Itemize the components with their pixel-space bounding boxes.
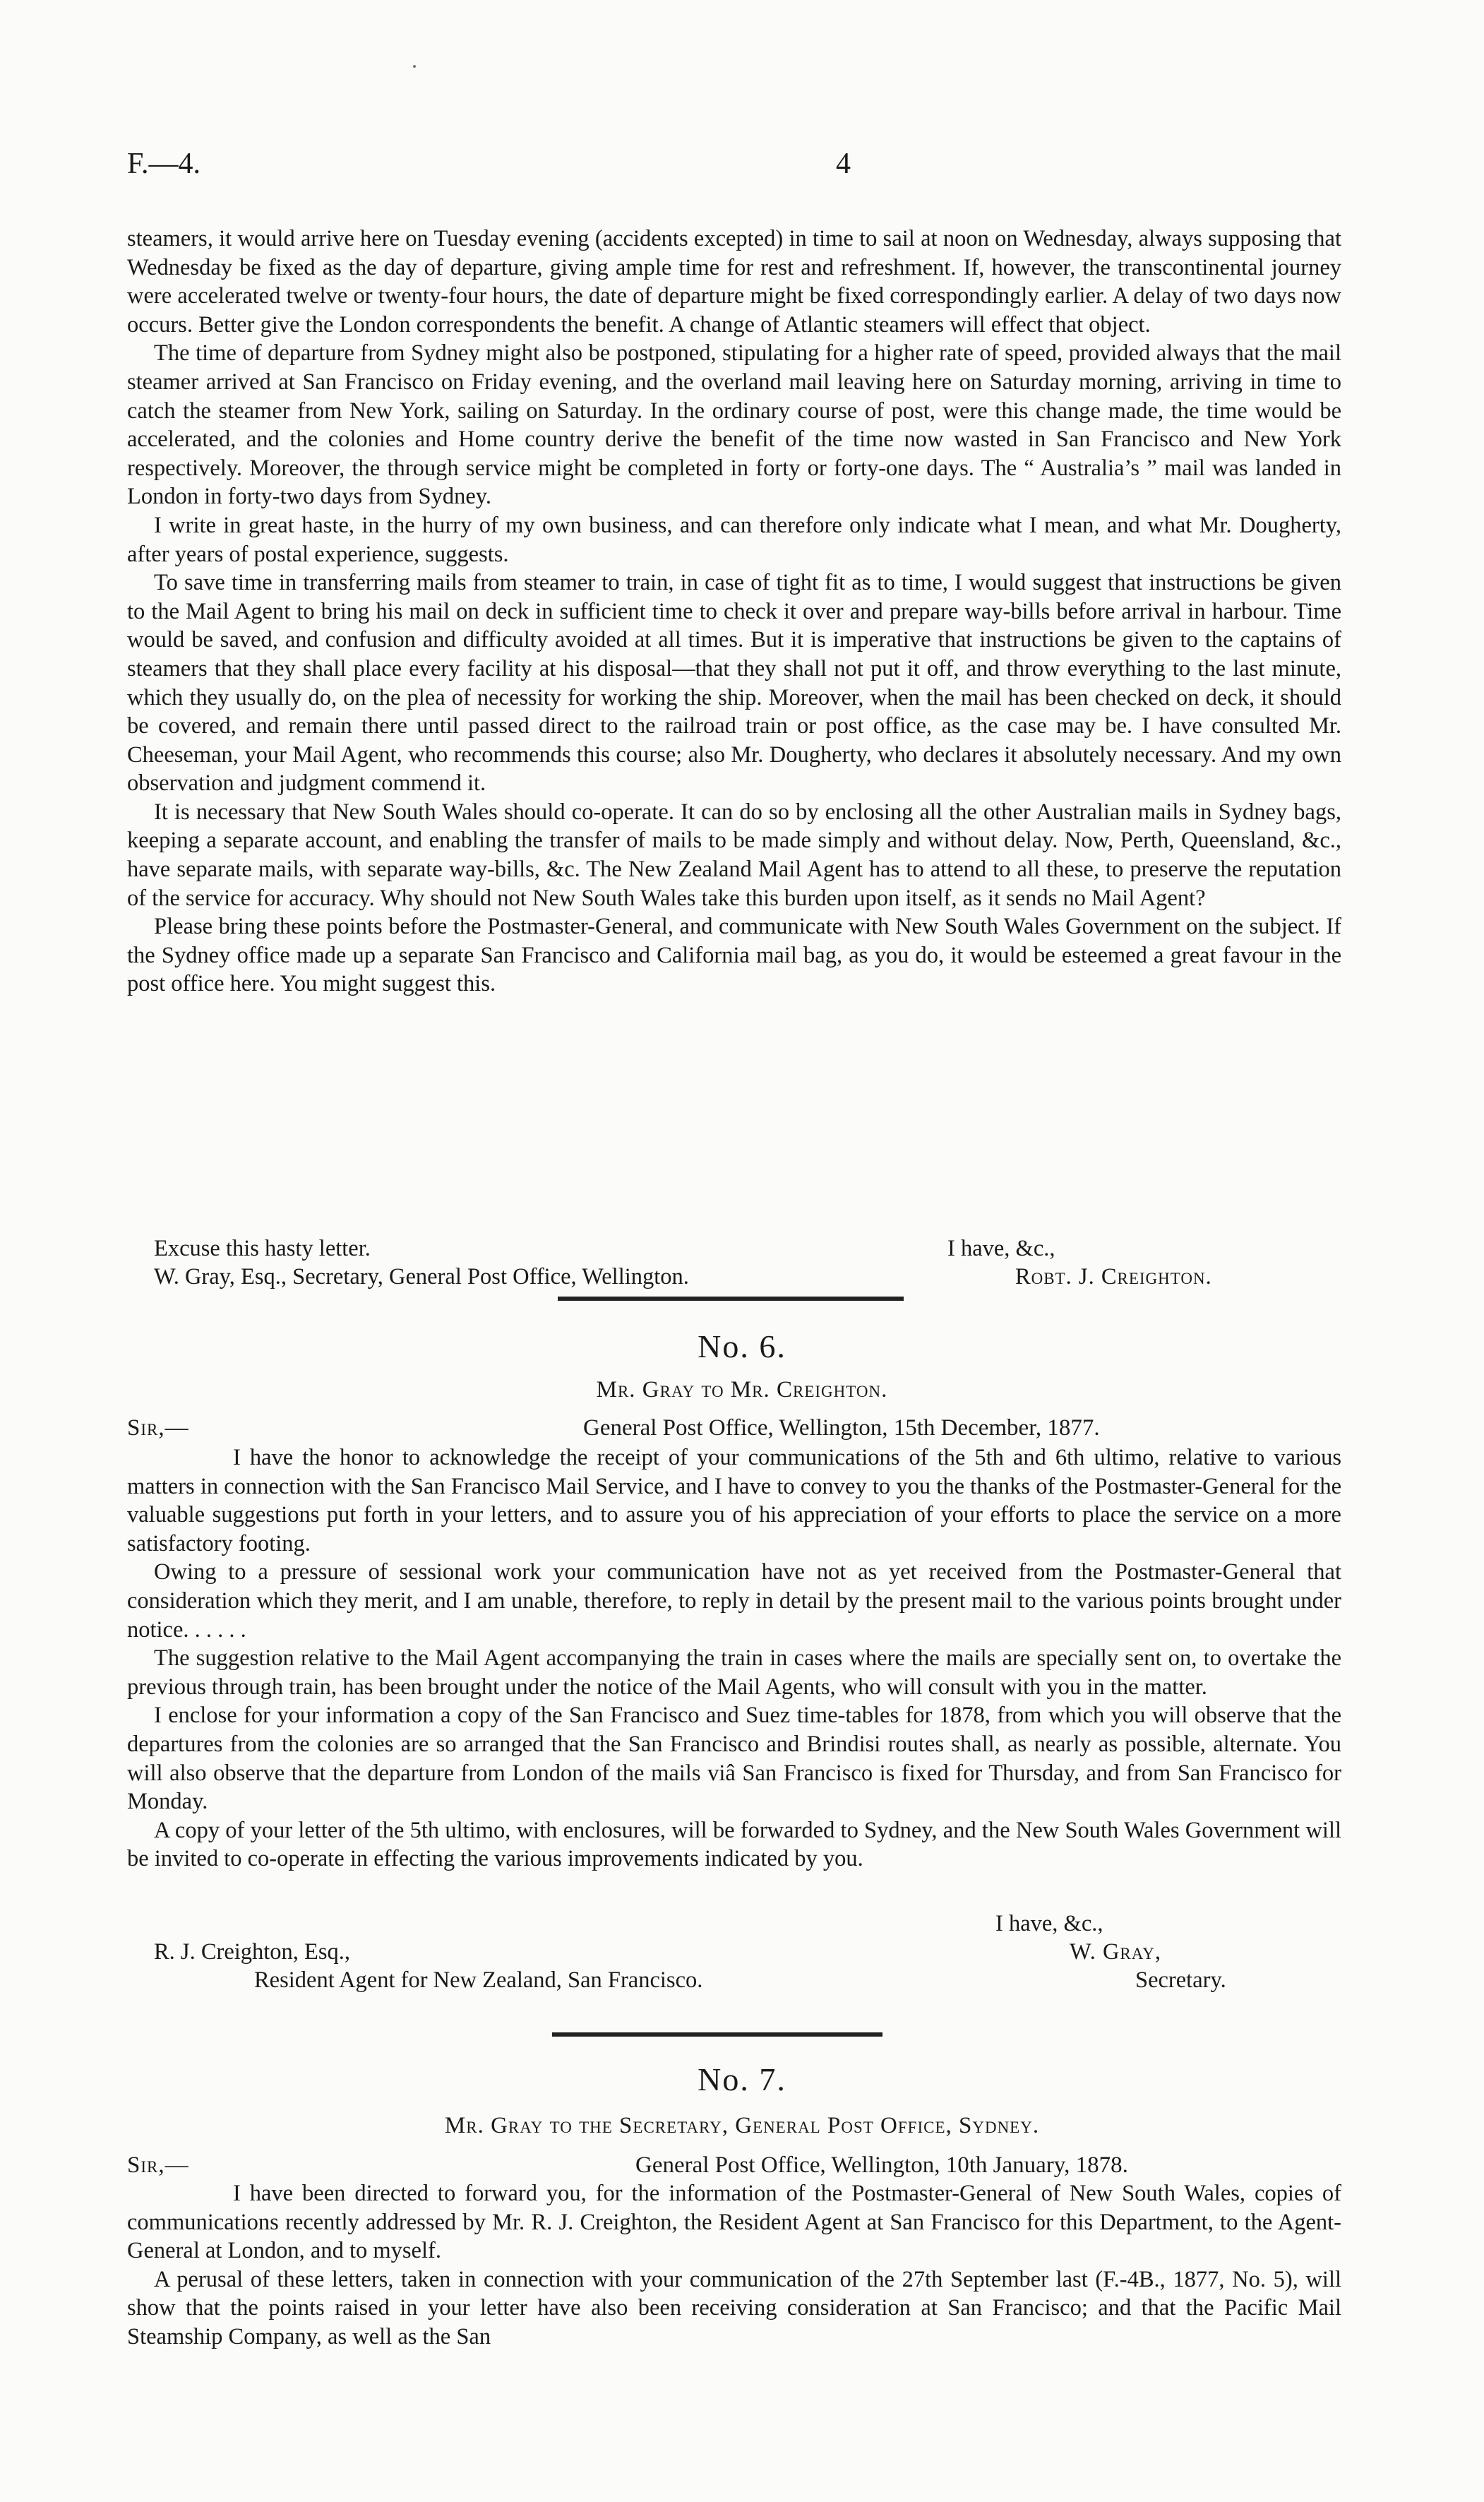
paragraph: To save time in transferring mails from steamer to train, in case of tight fit as to time, I would suggest that instructions be given to the Mail Agent to bring his mail on deck in sufficient time to check it over and prepare way-bills before arrival in harbour. Time would be saved, and confusion and difficulty avoided at all times. But it is imperative that instructions be given to the captains of steamers that they shall place every facility at his disposal—that they shall not put it off, and throw everything to the last minute, which they usually do, on the plea of necessity for working the ship. Moreover, when the mail has been checked on deck, it should be covered, and remain there until passed direct to the railroad train or post office, as the case may be. I have consulted Mr. Cheeseman, your Mail Agent, who recommends this course; also Mr. Dougherty, who declares it absolutely necessary. And my own observation and judgment commend it. (127, 570, 1341, 797)
paragraph: I enclose for your information a copy of the San Francisco and Suez time-tables for 1878, from which you will observe that the departures from the colonies are so arranged that the San Francisco and Brindisi routes shall, as nearly as possible, alternate. You will also observe that the departure from London of the mails viâ San Francisco is fixed for Thursday, and from San Francisco for Monday. (127, 1703, 1341, 1815)
paragraph: A copy of your letter of the 5th ultimo, with enclosures, will be forwarded to Sydney, and the New South Wales Government will be invited to co-operate in effecting the various improvements indicated by you. (127, 1817, 1341, 1872)
letter-6-salutation: Sir,— (127, 1415, 189, 1441)
letter-7-title: No. 7. (698, 2061, 786, 2097)
letter-6-dateline: General Post Office, Wellington, 15th December, 1877. (583, 1415, 1100, 1441)
closing-addressee: W. Gray, Esq., Secretary, General Post Office, Wellington. (154, 1264, 689, 1289)
closing-i-have: I have, &c., (947, 1236, 1055, 1261)
closing-i-have: I have, &c., (995, 1911, 1103, 1936)
letter-6-subtitle: Mr. Gray to Mr. Creighton. (596, 1377, 888, 1402)
paragraph: The time of departure from Sydney might also be postponed, stipulating for a higher rate of speed, provided always that the mail steamer arrived at San Francisco on Friday evening, and the overland mail leaving here on Saturday morning, arriving in time to catch the steamer from New York, sailing on Saturday. In the ordinary course of post, were this change made, the time would be accelerated, and the colonies and Home country derive the benefit of the time now wasted in San Francisco and New York respectively. Moreover, the through service might be completed in forty or forty-one days. The “ Australia’s ” mail was landed in London in forty-two days from Sydney. (127, 340, 1341, 510)
paragraph: steamers, it would arrive here on Tuesday evening (accidents excepted) in time to sail at noon on Wednesday, always supposing that Wednesday be fixed as the day of departure, giving ample time for rest and refreshment. If, however, the transcontinental journey were accelerated twelve or twenty-four hours, the date of departure might be fixed correspondingly earlier. A delay of two days now occurs. Better give the London correspondents the benefit. A change of Atlantic steamers will effect that object. (127, 226, 1341, 338)
paragraph: Please bring these points before the Postmaster-General, and communicate with New South Wales Government on the subject. If the Sydney office made up a separate San Francisco and California mail bag, as you do, it would be esteemed a great favour in the post office here. You might suggest this. (127, 914, 1341, 997)
section-rule (552, 2032, 882, 2037)
page-number: 4 (836, 148, 851, 180)
letter-6-title: No. 6. (698, 1328, 786, 1364)
closing-signature: Robt. J. Creighton. (1015, 1264, 1212, 1289)
closing-addressee-detail: Resident Agent for New Zealand, San Francisco. (254, 1967, 703, 1993)
paragraph: I have the honor to acknowledge the receipt of your communications of the 5th and 6th ultimo, relative to various matters in connection with the San Francisco Mail Service, and I have to convey to you the thanks of the Postmaster-General for the valuable suggestions put forth in your letters, and to assure you of his appreciation of your efforts to place the service on a more satisfactory footing. (127, 1445, 1341, 1556)
closing-addressee: R. J. Creighton, Esq., (154, 1939, 351, 1965)
paragraph: The suggestion relative to the Mail Agent accompanying the train in cases where the mails are specially sent on, to overtake the previous through train, has been brought under the notice of the Mail Agents, who will consult with you in the matter. (127, 1645, 1341, 1700)
page-header (127, 147, 1341, 189)
section-rule (558, 1297, 904, 1301)
letter-6-body (127, 1443, 1341, 1873)
letter-7-subtitle: Mr. Gray to the Secretary, General Post Office, Sydney. (444, 2113, 1040, 2138)
paragraph: I write in great haste, in the hurry of my own business, and can therefore only indicate what I mean, and what Mr. Dougherty, after years of postal experience, suggests. (127, 512, 1341, 567)
closing-signature: W. Gray, (1070, 1939, 1161, 1965)
letter-7-body (127, 2179, 1341, 2352)
letter-7-salutation: Sir,— (127, 2152, 189, 2178)
paragraph: A perusal of these letters, taken in connection with your communication of the 27th September last (F.-4B., 1877, No. 5), will show that the points raised in your letter have also been receiving consideration at San Francisco; and that the Pacific Mail Steamship Company, as well as the San (127, 2266, 1341, 2349)
paragraph: Owing to a pressure of sessional work your communication have not as yet received from the Postmaster-General that consideration which they merit, and I am unable, therefore, to reply in detail by the present mail to the various points brought under notice. . . . . . (127, 1559, 1341, 1643)
paragraph: I have been directed to forward you, for the information of the Postmaster-General of New South Wales, copies of communications recently addressed by Mr. R. J. Creighton, the Resident Agent at San Francisco for this Department, to the Agent-General at London, and to myself. (127, 2181, 1341, 2264)
continued-letter-body (127, 225, 1341, 999)
letter-7-dateline: General Post Office, Wellington, 10th January, 1878. (635, 2152, 1128, 2178)
page-speck (413, 65, 416, 68)
closing-excuse: Excuse this hasty letter. (154, 1236, 371, 1261)
document-reference: F.—4. (127, 148, 201, 180)
paragraph: It is necessary that New South Wales should co-operate. It can do so by enclosing all the other Australian mails in Sydney bags, keeping a separate account, and enabling the transfer of mails to be made simply and without delay. Now, Perth, Queensland, &c., have separate mails, with separate way-bills, &c. The New Zealand Mail Agent has to attend to all these, to preserve the reputation of the service for accuracy. Why should not New South Wales take this burden upon itself, as it sends no Mail Agent? (127, 799, 1341, 911)
closing-title: Secretary. (1135, 1967, 1226, 1993)
